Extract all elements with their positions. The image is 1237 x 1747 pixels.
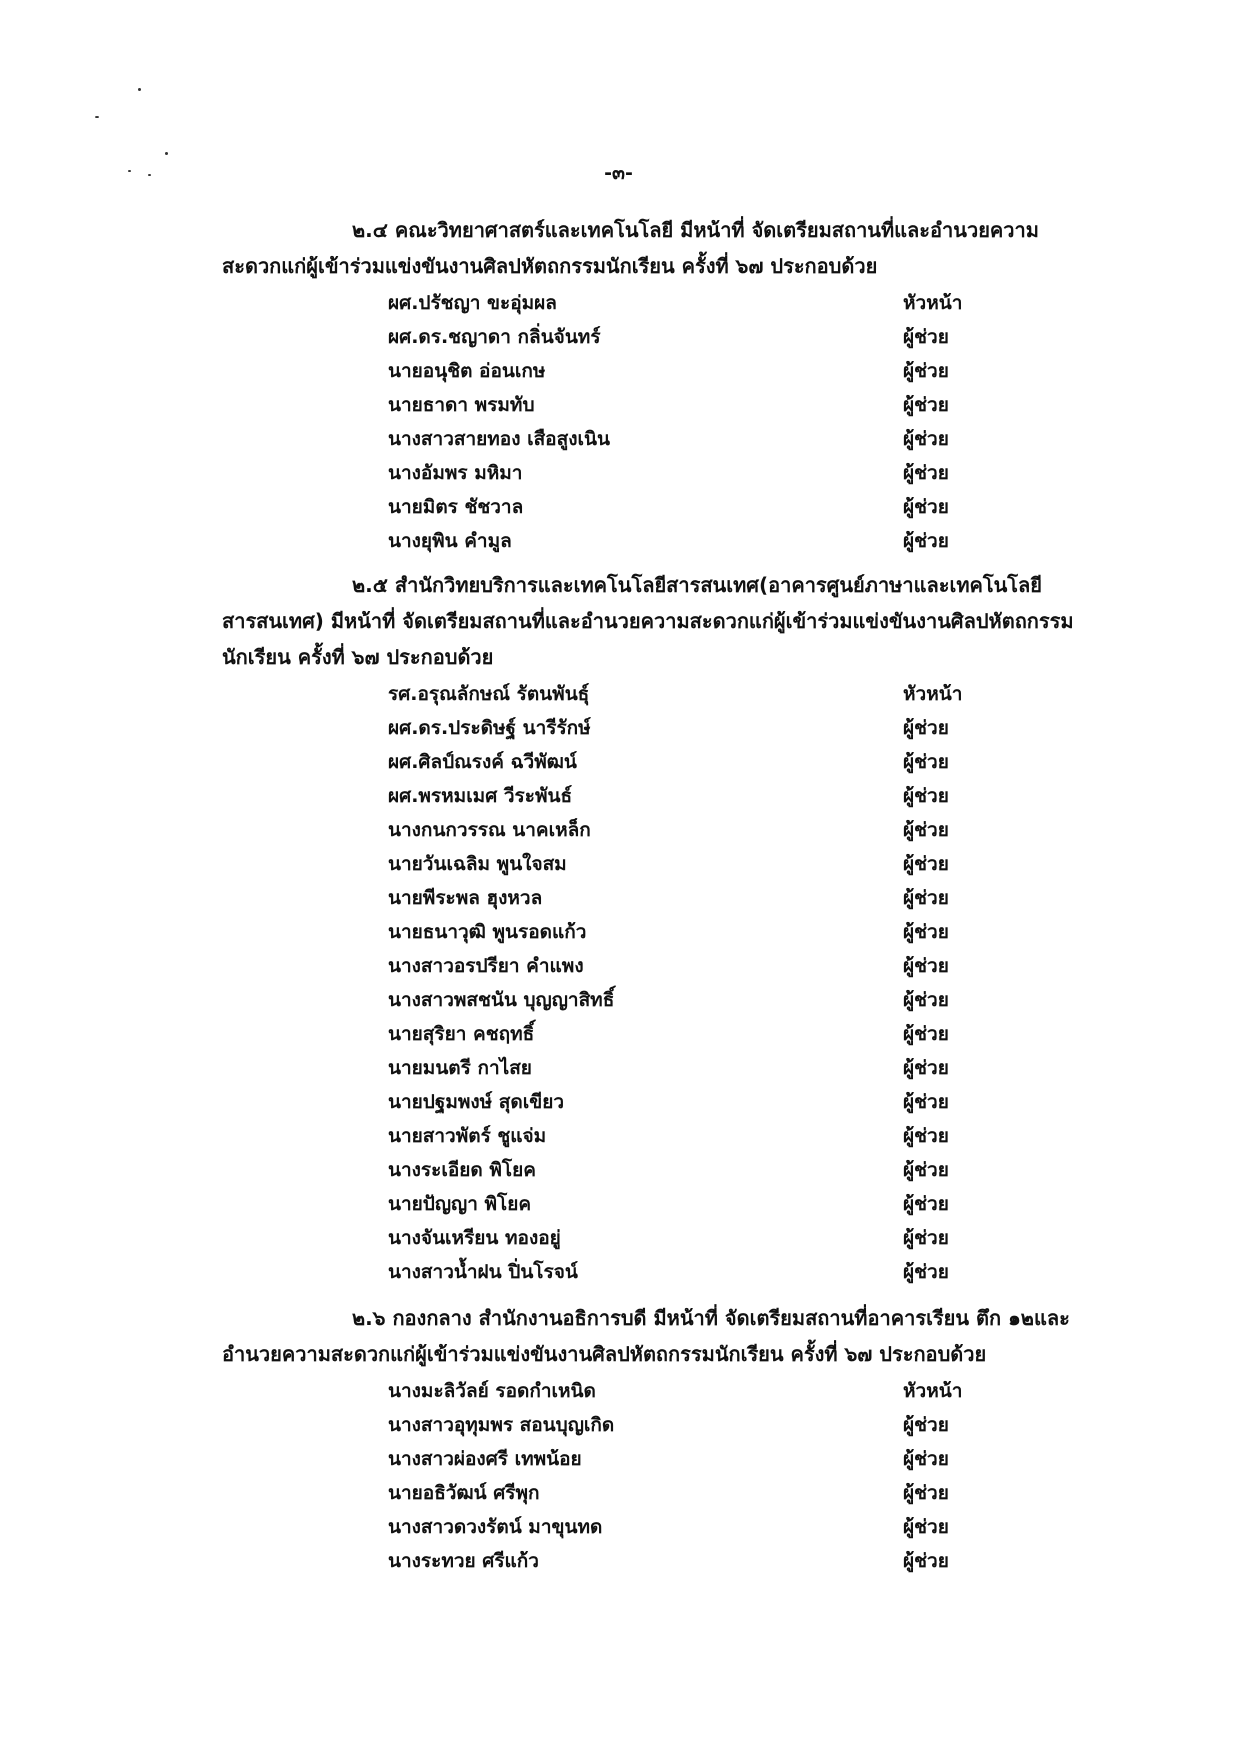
member-row xyxy=(222,779,1082,813)
member-role: ผู้ช่วย xyxy=(903,1516,949,1538)
member-role: ผู้ช่วย xyxy=(903,853,949,875)
member-role: ผู้ช่วย xyxy=(903,1159,949,1181)
member-row xyxy=(222,354,1082,388)
member-role: ผู้ช่วย xyxy=(903,785,949,807)
member-role: ผู้ช่วย xyxy=(903,989,949,1011)
member-name: นางระทวย ศรีแก้ว xyxy=(388,1550,539,1572)
member-role: ผู้ช่วย xyxy=(903,1023,949,1045)
member-role: ผู้ช่วย xyxy=(903,1448,949,1470)
member-role: ผู้ช่วย xyxy=(903,955,949,977)
member-role: ผู้ช่วย xyxy=(903,751,949,773)
member-name: นายธนาวุฒิ พูนรอดแก้ว xyxy=(388,921,587,943)
member-role: ผู้ช่วย xyxy=(903,1261,949,1283)
member-role: ผู้ช่วย xyxy=(903,1193,949,1215)
member-name: นางสาวอรปรียา คำแพง xyxy=(388,955,584,977)
member-name: นายสาวพัตร์ ชูแจ่ม xyxy=(388,1125,547,1147)
member-row xyxy=(222,711,1082,745)
member-role: หัวหน้า xyxy=(903,683,963,705)
member-row xyxy=(222,1051,1082,1085)
member-name: นางสาวสายทอง เสือสูงเนิน xyxy=(388,428,610,450)
member-role: ผู้ช่วย xyxy=(903,1414,949,1436)
member-role: หัวหน้า xyxy=(903,1380,963,1402)
member-name: นางกนกวรรณ นาคเหล็ก xyxy=(388,819,591,841)
member-row xyxy=(222,1255,1082,1289)
member-role: ผู้ช่วย xyxy=(903,326,949,348)
member-name: นางยุพิน คำมูล xyxy=(388,530,512,552)
member-list xyxy=(222,286,1082,558)
member-row xyxy=(222,456,1082,490)
page-number: -๓- xyxy=(604,162,633,184)
member-role: ผู้ช่วย xyxy=(903,887,949,909)
member-row xyxy=(222,490,1082,524)
member-name: นายอธิวัฒน์ ศรีพุก xyxy=(388,1482,540,1504)
member-role: ผู้ช่วย xyxy=(903,1550,949,1572)
member-list xyxy=(222,1374,1082,1578)
member-row xyxy=(222,1153,1082,1187)
member-name: ผศ.พรหมเมศ วีระพันธ์ xyxy=(388,785,573,807)
member-row xyxy=(222,1374,1082,1408)
member-name: นางสาวดวงรัตน์ มาขุนทด xyxy=(388,1516,603,1538)
member-row xyxy=(222,388,1082,422)
member-role: ผู้ช่วย xyxy=(903,530,949,552)
member-name: นายธาดา พรมทับ xyxy=(388,394,535,416)
member-role: ผู้ช่วย xyxy=(903,462,949,484)
member-name: นางสาวน้ำฝน ปิ่นโรจน์ xyxy=(388,1261,578,1283)
member-role: ผู้ช่วย xyxy=(903,360,949,382)
member-role: ผู้ช่วย xyxy=(903,1125,949,1147)
member-name: ผศ.ปรัชญา ขะอุ่มผล xyxy=(388,292,557,314)
member-row xyxy=(222,1544,1082,1578)
member-role: ผู้ช่วย xyxy=(903,1057,949,1079)
member-role: ผู้ช่วย xyxy=(903,496,949,518)
member-row xyxy=(222,813,1082,847)
member-name: นางมะลิวัลย์ รอดกำเหนิด xyxy=(388,1380,596,1402)
member-name: นางสาวอุทุมพร สอนบุญเกิด xyxy=(388,1414,615,1436)
member-list xyxy=(222,677,1082,1289)
member-role: ผู้ช่วย xyxy=(903,819,949,841)
member-row xyxy=(222,745,1082,779)
member-row xyxy=(222,1408,1082,1442)
member-name: ผศ.ดร.ประดิษฐ์ นารีรักษ์ xyxy=(388,717,591,739)
member-row xyxy=(222,1476,1082,1510)
member-row xyxy=(222,1017,1082,1051)
member-role: ผู้ช่วย xyxy=(903,717,949,739)
member-row xyxy=(222,1510,1082,1544)
member-row xyxy=(222,1085,1082,1119)
member-row xyxy=(222,286,1082,320)
member-row xyxy=(222,677,1082,711)
member-row xyxy=(222,1442,1082,1476)
section-2-5 xyxy=(222,567,1082,1289)
member-row xyxy=(222,1221,1082,1255)
member-role: ผู้ช่วย xyxy=(903,1482,949,1504)
member-name: นางอัมพร มหิมา xyxy=(388,462,523,484)
member-row xyxy=(222,915,1082,949)
member-name: นายมิตร ชัชวาล xyxy=(388,496,524,518)
member-name: นางระเอียด พิโยค xyxy=(388,1159,536,1181)
member-name: ผศ.ดร.ชญาดา กลิ่นจันทร์ xyxy=(388,326,601,348)
member-name: นายสุริยา คชฤทธิ์ xyxy=(388,1023,535,1045)
section-heading: ๒.๕ สำนักวิทยบริการและเทคโนโลยีสารสนเทศ(อาคารศูนย์ภาษาและเทคโนโลยีสารสนเทศ) มีหน้าที่ จัดเตรียมสถานที่และอำนวยความสะดวกแก่ผู้เข้าร่วมแข่งขันงานศิลปหัตถกรรมนักเรียน ครั้งที่ ๖๗ ประกอบด้วย xyxy=(222,573,1074,669)
member-role: ผู้ช่วย xyxy=(903,921,949,943)
scan-speck xyxy=(95,116,99,118)
member-role: ผู้ช่วย xyxy=(903,428,949,450)
member-name: นางสาวพสชนัน บุญญาสิทธิ์ xyxy=(388,989,615,1011)
member-name: ผศ.ศิลป์ณรงค์ ฉวีพัฒน์ xyxy=(388,751,577,773)
member-name: นายปฐมพงษ์ สุดเขียว xyxy=(388,1091,565,1113)
member-row xyxy=(222,320,1082,354)
member-role: หัวหน้า xyxy=(903,292,963,314)
scan-speck xyxy=(138,88,141,91)
section-2-4 xyxy=(222,212,1082,558)
member-name: นายมนตรี กาไสย xyxy=(388,1057,532,1079)
member-row xyxy=(222,949,1082,983)
member-name: นางจันเหรียน ทองอยู่ xyxy=(388,1227,561,1249)
member-row xyxy=(222,847,1082,881)
member-name: นายวันเฉลิม พูนใจสม xyxy=(388,853,567,875)
member-row xyxy=(222,1119,1082,1153)
member-role: ผู้ช่วย xyxy=(903,1091,949,1113)
member-row xyxy=(222,983,1082,1017)
member-row xyxy=(222,1187,1082,1221)
member-name: รศ.อรุณลักษณ์ รัตนพันธุ์ xyxy=(388,683,590,705)
member-name: นายพีระพล ฮุงหวล xyxy=(388,887,543,909)
section-2-6 xyxy=(222,1300,1082,1578)
section-heading: ๒.๔ คณะวิทยาศาสตร์และเทคโนโลยี มีหน้าที่ จัดเตรียมสถานที่และอำนวยความสะดวกแก่ผู้เข้าร่วมแข่งขันงานศิลปหัตถกรรมนักเรียน ครั้งที่ ๖๗ ประกอบด้วย xyxy=(222,218,1039,278)
scan-speck xyxy=(165,152,168,155)
member-name: นางสาวผ่องศรี เทพน้อย xyxy=(388,1448,582,1470)
member-row xyxy=(222,422,1082,456)
member-name: นายอนุชิต อ่อนเกษ xyxy=(388,360,546,382)
member-role: ผู้ช่วย xyxy=(903,1227,949,1249)
member-name: นายปัญญา พิโยค xyxy=(388,1193,532,1215)
section-heading: ๒.๖ กองกลาง สำนักงานอธิการบดี มีหน้าที่ จัดเตรียมสถานที่อาคารเรียน ตึก ๑๒และอำนวยความสะดวกแก่ผู้เข้าร่วมแข่งขันงานศิลปหัตถกรรมนักเรียน ครั้งที่ ๖๗ ประกอบด้วย xyxy=(222,1306,1070,1366)
member-row xyxy=(222,524,1082,558)
member-row xyxy=(222,881,1082,915)
member-role: ผู้ช่วย xyxy=(903,394,949,416)
